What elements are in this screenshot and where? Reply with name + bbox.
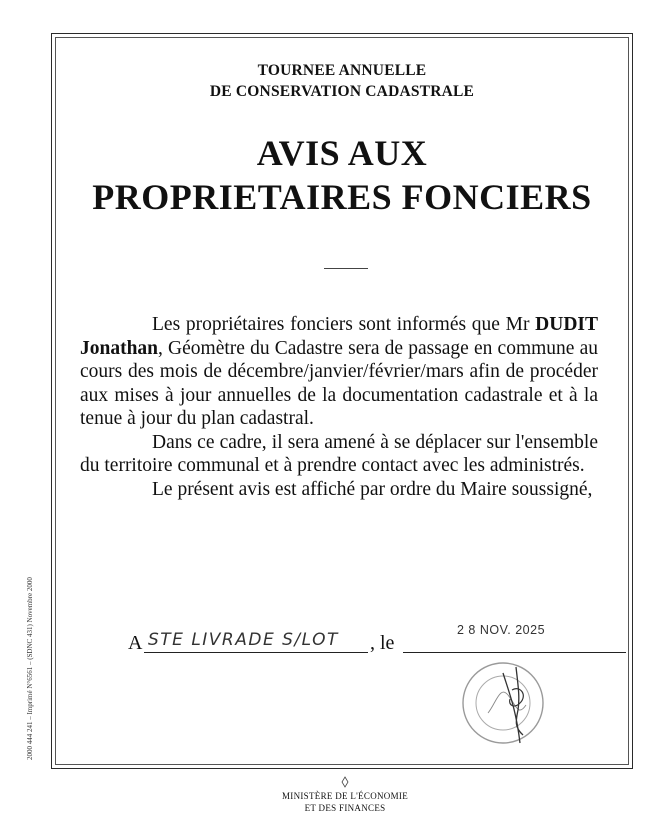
- ministry-line-2: ET DES FINANCES: [304, 803, 386, 813]
- paragraph-2: Dans ce cadre, il sera amené à se déplacer sur l'ensemble du territoire communal et à prendre contact avec les administrés.: [80, 431, 598, 476]
- place-underline: [144, 652, 368, 653]
- paragraph-1: [80, 313, 598, 431]
- title-divider: [324, 268, 368, 269]
- header-line-1: TOURNEE ANNUELLE: [257, 62, 427, 79]
- title-line-1: AVIS AUX: [256, 133, 428, 173]
- paragraph-3: Le présent avis est affiché par ordre du Maire soussigné,: [152, 478, 593, 500]
- header-line-2: DE CONSERVATION CADASTRALE: [209, 83, 475, 100]
- paragraph-1-start: Les propriétaires fonciers sont informés que Mr: [152, 314, 536, 335]
- place-label: A: [128, 632, 143, 654]
- handwritten-place: STE LIVRADE S/LOT: [148, 630, 339, 650]
- ministry-footer: [255, 776, 435, 814]
- surveyor-name: DUDIT Jonathan: [80, 314, 598, 359]
- title-line-2: PROPRIETAIRES FONCIERS: [92, 177, 592, 217]
- paragraph-1-rest: , Géomètre du Cadastre sera de passage en commune au cours des mois de décembre/janvier/février/mars afin de procéder aux mises à jour annuelles de la documentation cadastrale et à la tenue à jour du plan cadastral.: [80, 337, 598, 429]
- ministry-emblem-icon: [340, 776, 350, 788]
- print-reference: 2000 444 241 – Imprimé N°6561 – (SDNC 431) Novembre 2000: [26, 577, 34, 760]
- date-stamp: 2 8 NOV. 2025: [457, 623, 546, 637]
- date-label: , le: [370, 632, 395, 654]
- date-underline: [403, 652, 626, 653]
- ministry-line-1: MINISTÈRE DE L'ÉCONOMIE: [281, 791, 408, 801]
- notice-header: [55, 60, 629, 102]
- notice-title: [55, 131, 629, 219]
- mairie-seal-icon: [448, 655, 568, 755]
- notice-body: [80, 313, 598, 501]
